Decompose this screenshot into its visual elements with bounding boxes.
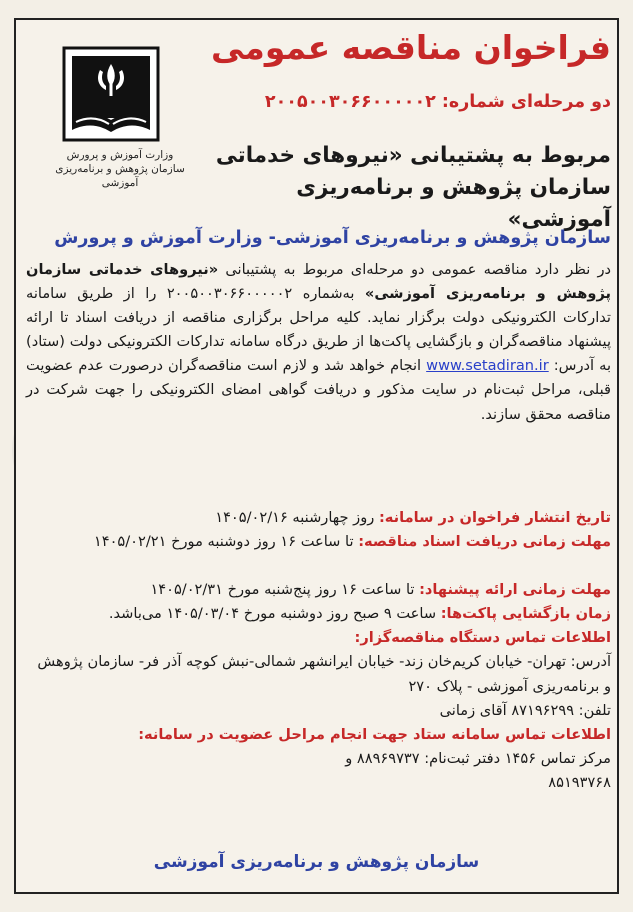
spacer <box>26 554 611 578</box>
notice-details <box>26 506 611 795</box>
docs-deadline-value: تا ساعت ۱۶ روز دوشنبه مورخ ۱۴۰۵/۰۲/۲۱ <box>93 533 354 551</box>
organization-header: سازمان پژوهش و برنامه‌ریزی آموزشی- وزارت آموزش و پرورش <box>54 228 611 248</box>
subject-line1: مربوط به پشتیبانی «نیروهای خدماتی <box>215 143 611 168</box>
body-paragraph-1: در نظر دارد مناقصه عمومی دو مرحله‌ای مربوط به پشتیبانی <box>225 261 612 278</box>
contact-heading: اطلاعات تماس دستگاه مناقصه‌گزار: <box>354 629 611 647</box>
organization-logo <box>40 42 200 218</box>
opening-time-row <box>26 602 611 626</box>
publish-date-value: روز چهارشنبه ۱۴۰۵/۰۲/۱۶ <box>215 509 375 526</box>
notice-body <box>26 258 611 427</box>
docs-deadline-label: مهلت زمانی دریافت اسناد مناقصه: <box>358 533 611 551</box>
proposal-deadline-row <box>26 578 611 602</box>
footer-organization: سازمان پژوهش و برنامه‌ریزی آموزشی <box>153 852 480 872</box>
proposal-deadline-label: مهلت زمانی ارائه پیشنهاد: <box>419 581 611 599</box>
setad-heading: اطلاعات تماس سامانه ستاد جهت انجام مراحل عضویت در سامانه: <box>138 725 611 743</box>
body-paragraph-2: به‌شماره ۲۰۰۵۰۰۳۰۶۶۰۰۰۰۰۲ را از طریق سامانه تدارکات الکترونیکی دولت برگزار نماید. کلیه مراحل برگزاری مناقصه از دریافت اسناد تا ارائه پیشنهاد مناقصه‌گران و بازگشایی پاکت‌ها از طریق درگاه سامانه تدارکات الکترونیکی دولت (ستاد) به آدرس: <box>26 285 612 375</box>
tender-subject <box>201 140 611 236</box>
opening-time-value: ساعت ۹ صبح روز دوشنبه مورخ ۱۴۰۵/۰۳/۰۴ می‌باشد. <box>108 605 437 623</box>
ministry-emblem-book-icon <box>62 46 160 142</box>
setad-website-link[interactable]: www.setadiran.ir <box>426 357 549 375</box>
subject-line2: سازمان پژوهش و برنامه‌ریزی آموزشی» <box>296 175 611 232</box>
body-service-name: «نیروهای خدماتی سازمان پژوهش و برنامه‌ریزی آموزشی» <box>26 261 611 303</box>
notice-title: فراخوان مناقصه عمومی <box>211 28 611 67</box>
logo-caption <box>40 148 200 190</box>
setad-contact-line2: ۸۵۱۹۳۷۶۸ <box>548 773 611 791</box>
setad-contact-line1: مرکز تماس ۱۴۵۶ دفتر ثبت‌نام: ۸۸۹۶۹۷۳۷ و <box>345 749 611 767</box>
publish-date-label: تاریخ انتشار فراخوان در سامانه: <box>378 509 611 526</box>
proposal-deadline-value: تا ساعت ۱۶ روز پنج‌شنبه مورخ ۱۴۰۵/۰۲/۳۱ <box>150 581 415 599</box>
body-paragraph-3: انجام خواهد شد و لازم است مناقصه‌گران درصورت عدم عضویت قبلی، مراحل ثبت‌نام در سایت مذکور و دریافت گواهی امضای الکترونیکی را جهت شرکت در مناقصه محقق سازند. <box>26 357 611 423</box>
logo-caption-line1: وزارت آموزش و پرورش <box>66 149 174 161</box>
docs-deadline-row <box>26 530 611 554</box>
call-number: دو مرحله‌ای شماره: ۲۰۰۵۰۰۳۰۶۶۰۰۰۰۰۲ <box>264 92 611 112</box>
contact-address: آدرس: تهران- خیابان کریم‌خان زند- خیابان ایرانشهر شمالی-نبش کوچه آذر فر- سازمان پژوهش و برنامه‌ریزی آموزشی - پلاک ۲۷۰ <box>37 653 611 695</box>
logo-caption-line2: سازمان پژوهش و برنامه‌ریزی آموزشی <box>55 163 185 189</box>
publish-date-row <box>26 506 611 530</box>
opening-time-label: زمان بازگشایی پاکت‌ها: <box>440 605 611 623</box>
contact-phone: تلفن: ۸۷۱۹۶۲۹۹ آقای زمانی <box>439 701 611 719</box>
